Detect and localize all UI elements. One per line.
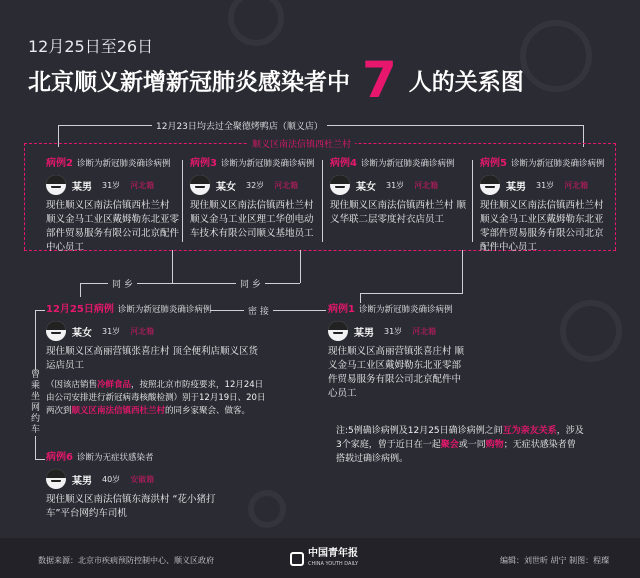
person-age: 31岁 [536, 180, 555, 190]
credits: 编辑：刘世昕 胡宁 制图：程璨 [500, 556, 610, 565]
divider [472, 160, 473, 242]
case-diagnosis: 诊断为新冠肺炎确诊病例 [360, 159, 455, 169]
female-avatar-icon [190, 175, 210, 195]
village-box-left [24, 143, 25, 250]
date-range: 12月25日至26日 [28, 37, 154, 56]
case-header [480, 154, 610, 169]
case-label: 病例5 [480, 158, 507, 169]
divider [182, 160, 183, 242]
same-village-label: 同 乡 [236, 277, 265, 290]
case-description: 现住顺义区南法信镇西杜兰村 顺义华联二层零度衬衣店员工 [330, 200, 467, 225]
person-name: 某男 [72, 475, 92, 487]
virus-decoration [520, 20, 592, 92]
virus-decoration [248, 490, 286, 528]
person-origin: 河北籍 [564, 180, 589, 190]
case-card-1225 [46, 300, 266, 418]
person-origin: 河北籍 [130, 180, 155, 190]
title-suffix: 人的关系图 [408, 69, 524, 96]
case-description: 现住顺义区南法信镇西杜兰村 顺义金马工业区理工华创电动车技术有限公司顺义基地员工 [190, 200, 314, 239]
person-row [480, 175, 610, 195]
male-avatar-icon [46, 175, 66, 195]
person-row [190, 175, 318, 195]
case-description: 现住顺义区南法信镇西杜兰村 顺义金马工业区戴姆勒东北亚零部件贸易服务有限公司北京配件中心员工 [46, 200, 180, 253]
person-row [328, 321, 468, 341]
person-name: 某女 [216, 181, 236, 193]
case-description: 现住顺义区南法信镇东海洪村 “花小猪打车”平台网约车司机 [46, 494, 216, 519]
person-row [330, 175, 468, 195]
virus-decoration [228, 0, 284, 46]
virus-decoration [560, 300, 622, 362]
footnote: 注:5例确诊病例及12月25日确诊病例之间互为亲友关系，涉及3个家庭，曾于近日在一起聚会或一同购物；无症状感染者曾搭载过确诊病例。 [336, 426, 584, 464]
page-title [28, 51, 524, 109]
case-card-6 [46, 448, 226, 521]
case-diagnosis: 诊断为新冠肺炎确诊病例 [510, 159, 605, 169]
person-row [46, 469, 226, 489]
case-label: 病例4 [330, 158, 357, 169]
case-header [46, 448, 226, 463]
connector [360, 293, 463, 294]
case-diagnosis: 诊断为新冠肺炎确诊病例 [76, 159, 171, 169]
person-origin: 河北籍 [130, 326, 155, 336]
person-origin: 河北籍 [414, 180, 439, 190]
logo-cn: 中国青年报 [308, 548, 358, 559]
connector [80, 283, 81, 297]
same-village-label: 同 乡 [108, 277, 137, 290]
case-header [328, 300, 468, 315]
top-event-label: 12月23日均去过全聚德烤鸭店（顺义店） [152, 119, 327, 132]
case-description: 现住顺义区南法信镇西杜兰村 顺义金马工业区戴姆勒东北亚零部件贸易服务有限公司北京配件中心员工 [480, 200, 604, 253]
case-card-3 [190, 154, 318, 241]
person-name: 某男 [354, 327, 374, 339]
title-number: 7 [362, 51, 397, 109]
case-card-4 [330, 154, 468, 227]
publisher-logo [290, 549, 358, 569]
close-contact-label: 密 接 [244, 304, 273, 317]
person-age: 31岁 [102, 326, 121, 336]
connector [35, 310, 45, 311]
person-name: 某男 [506, 181, 526, 193]
case-diagnosis: 诊断为新冠肺炎确诊病例 [117, 305, 212, 315]
person-age: 31岁 [386, 180, 405, 190]
case-header [46, 300, 266, 315]
case-header [190, 154, 318, 169]
case-description: 现住顺义区高丽营镇张喜庄村 顶全便利店顺义区货运店员工 [46, 346, 259, 371]
village-box-right [615, 143, 616, 250]
connector [172, 250, 173, 283]
male-avatar-icon [46, 469, 66, 489]
female-avatar-icon [330, 175, 350, 195]
case-detail: （因该店销售冷鲜食品，按照北京市防疫要求，12月24日由公司安排进行新冠病毒核酸检测）别于12月19日、20日两次到顺义区南法信镇西杜兰村的同乡家聚会、做客。 [46, 380, 266, 416]
person-row [46, 175, 180, 195]
footer [0, 538, 640, 578]
person-name: 某男 [72, 181, 92, 193]
person-origin: 河北籍 [412, 326, 437, 336]
person-age: 40岁 [102, 474, 121, 484]
case-header [330, 154, 468, 169]
case-diagnosis: 诊断为新冠肺炎确诊病例 [358, 305, 453, 315]
case-label: 病例3 [190, 158, 217, 169]
person-name: 某女 [72, 327, 92, 339]
case-header [46, 154, 180, 169]
person-age: 31岁 [384, 326, 403, 336]
connector [300, 250, 301, 283]
village-group-label: 顺义区南法信镇西杜兰村 [248, 137, 355, 150]
logo-en: CHINA YOUTH DAILY [308, 561, 359, 567]
case-diagnosis: 诊断为无症状感染者 [76, 453, 154, 463]
person-name: 某女 [356, 181, 376, 193]
logo-icon [290, 552, 304, 566]
male-avatar-icon [328, 321, 348, 341]
person-origin: 安徽籍 [130, 474, 155, 484]
title-prefix: 北京顺义新增新冠肺炎感染者中 [28, 69, 350, 96]
person-age: 32岁 [246, 180, 265, 190]
shared-ride-label: 曾乘坐网约车 [30, 370, 40, 435]
case-description: 现住顺义区高丽营镇张喜庄村 顺义金马工业区戴姆勒东北亚零部件贸易服务有限公司北京配件中心员工 [328, 346, 465, 399]
female-avatar-icon [46, 321, 66, 341]
case-label: 病例2 [46, 158, 73, 169]
divider [322, 160, 323, 242]
person-origin: 河北籍 [274, 180, 299, 190]
data-source: 数据来源：北京市疾病预防控制中心、顺义区政府 [38, 556, 214, 565]
case-card-1 [328, 300, 468, 401]
person-age: 31岁 [102, 180, 121, 190]
connector [35, 459, 45, 460]
person-row [46, 321, 266, 341]
connector [462, 250, 463, 293]
male-avatar-icon [480, 175, 500, 195]
case-label: 12月25日病例 [46, 304, 114, 315]
case-label: 病例6 [46, 452, 73, 463]
case-label: 病例1 [328, 304, 355, 315]
case-card-5 [480, 154, 610, 255]
case-card-2 [46, 154, 180, 255]
case-diagnosis: 诊断为新冠肺炎确诊病例 [220, 159, 315, 169]
